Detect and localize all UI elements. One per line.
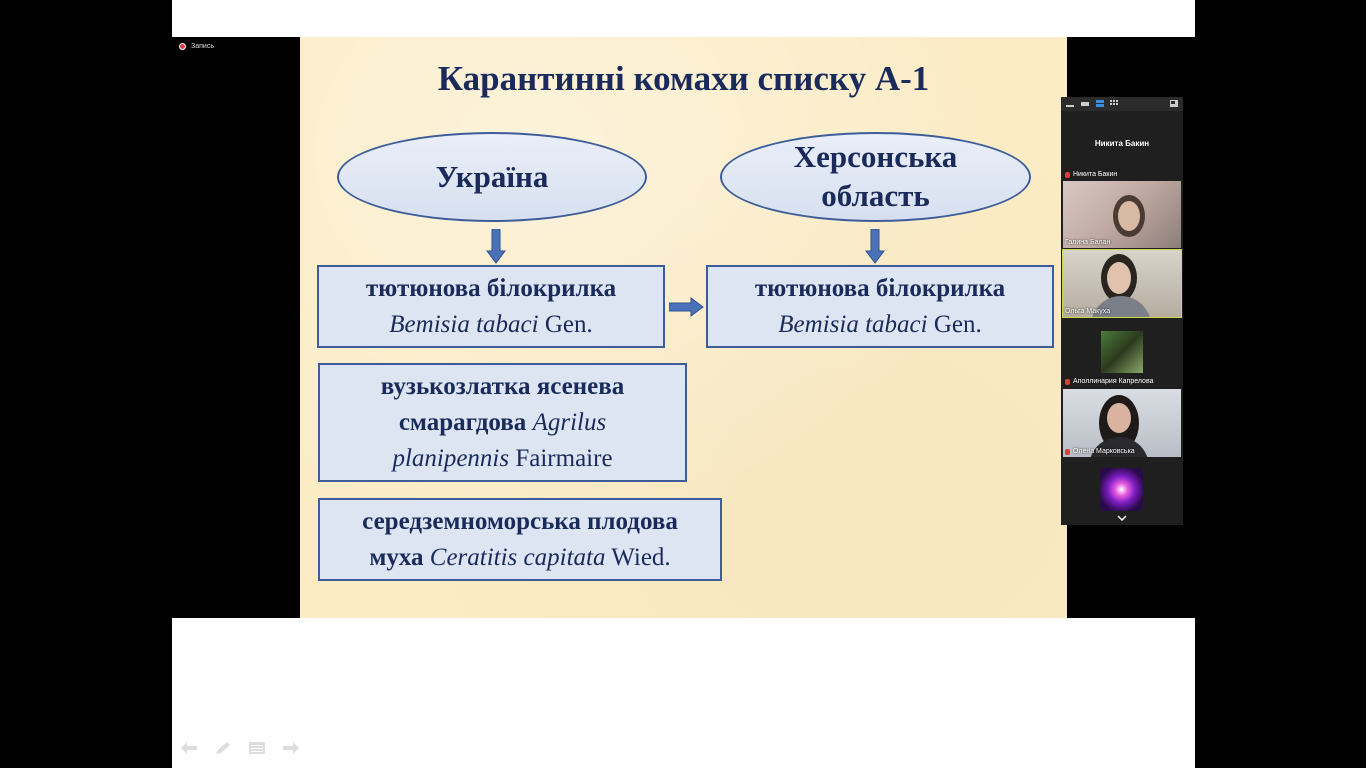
species-author: Wied.: [611, 544, 671, 571]
species-box-kherson-1: [706, 265, 1054, 348]
participant-name: Ольга Макуха: [1065, 308, 1111, 315]
panel-toolbar: [1061, 97, 1183, 111]
participant-avatar: [1101, 331, 1143, 373]
presentation-slide: [300, 37, 1067, 618]
species-common-name: тютюнова білокрилка: [365, 275, 617, 302]
chevron-down-icon[interactable]: [1117, 515, 1127, 521]
oval-kherson: [720, 132, 1031, 222]
participant-name: Галина Балан: [1065, 239, 1111, 246]
speaker-view-icon[interactable]: [1096, 100, 1104, 107]
participant-face: [1118, 201, 1140, 231]
species-common-name-line2: муха: [369, 544, 424, 571]
species-box-ukraine-3: [318, 498, 722, 581]
species-common-name-line2: смарагдова: [398, 409, 527, 436]
participant-name: Олена Марковська: [1073, 448, 1135, 455]
layout-icon[interactable]: [1170, 100, 1178, 107]
video-tile[interactable]: [1063, 250, 1181, 317]
slide-navigation: [180, 739, 300, 757]
species-author: Fairmaire: [515, 445, 613, 472]
species-latin-epithet: planipennis: [392, 445, 510, 472]
participant-face: [1107, 262, 1131, 294]
recording-indicator[interactable]: [179, 43, 214, 50]
oval-ukraine-label: Україна: [435, 158, 549, 194]
participant-label: [1065, 448, 1135, 455]
minimize-icon[interactable]: [1066, 100, 1074, 107]
species-author: Gen.: [544, 311, 593, 338]
species-box-ukraine-1: [317, 265, 665, 348]
record-icon: [179, 43, 186, 50]
video-tile[interactable]: [1063, 181, 1181, 248]
mic-muted-icon: [1065, 172, 1070, 178]
participant-face: [1107, 403, 1131, 433]
down-arrow-icon: [865, 229, 885, 265]
species-common-name-line1: середземноморська плодова: [362, 508, 678, 535]
nav-forward-icon[interactable]: [282, 739, 300, 757]
video-tile[interactable]: [1063, 389, 1181, 457]
species-common-name: тютюнова білокрилка: [754, 275, 1006, 302]
mic-muted-icon: [1065, 449, 1070, 455]
active-speaker-name: Никита Бакин: [1094, 139, 1150, 148]
participant-avatar: [1100, 468, 1143, 511]
species-author: Gen.: [933, 311, 982, 338]
menu-icon[interactable]: [248, 739, 266, 757]
oval-kherson-line1: Херсонська: [793, 139, 958, 175]
gallery-view-icon[interactable]: [1110, 100, 1118, 107]
species-latin-name: Ceratitis capitata: [429, 544, 606, 571]
oval-kherson-line2: область: [821, 178, 930, 213]
right-arrow-icon: [669, 297, 705, 317]
recording-label: Запись: [191, 43, 214, 50]
slide-title: Карантинні комахи списку А-1: [437, 59, 930, 98]
species-common-name-line1: вузькозлатка ясенева: [380, 373, 625, 400]
species-latin-name: Bemisia tabaci: [389, 311, 539, 338]
participant-label: Аполлинария Капрелова: [1065, 378, 1153, 385]
pen-icon[interactable]: [214, 739, 232, 757]
strip-view-icon[interactable]: [1081, 100, 1089, 107]
species-latin-name: Bemisia tabaci: [778, 311, 928, 338]
down-arrow-icon: [486, 229, 506, 265]
nav-back-icon[interactable]: [180, 739, 198, 757]
participant-label: Никита Бакин: [1065, 171, 1117, 178]
participants-panel: [1061, 97, 1183, 525]
mic-muted-icon: [1065, 379, 1070, 385]
oval-ukraine: [337, 132, 647, 222]
species-latin-genus: Agrilus: [532, 409, 607, 436]
species-box-ukraine-2: [318, 363, 687, 482]
